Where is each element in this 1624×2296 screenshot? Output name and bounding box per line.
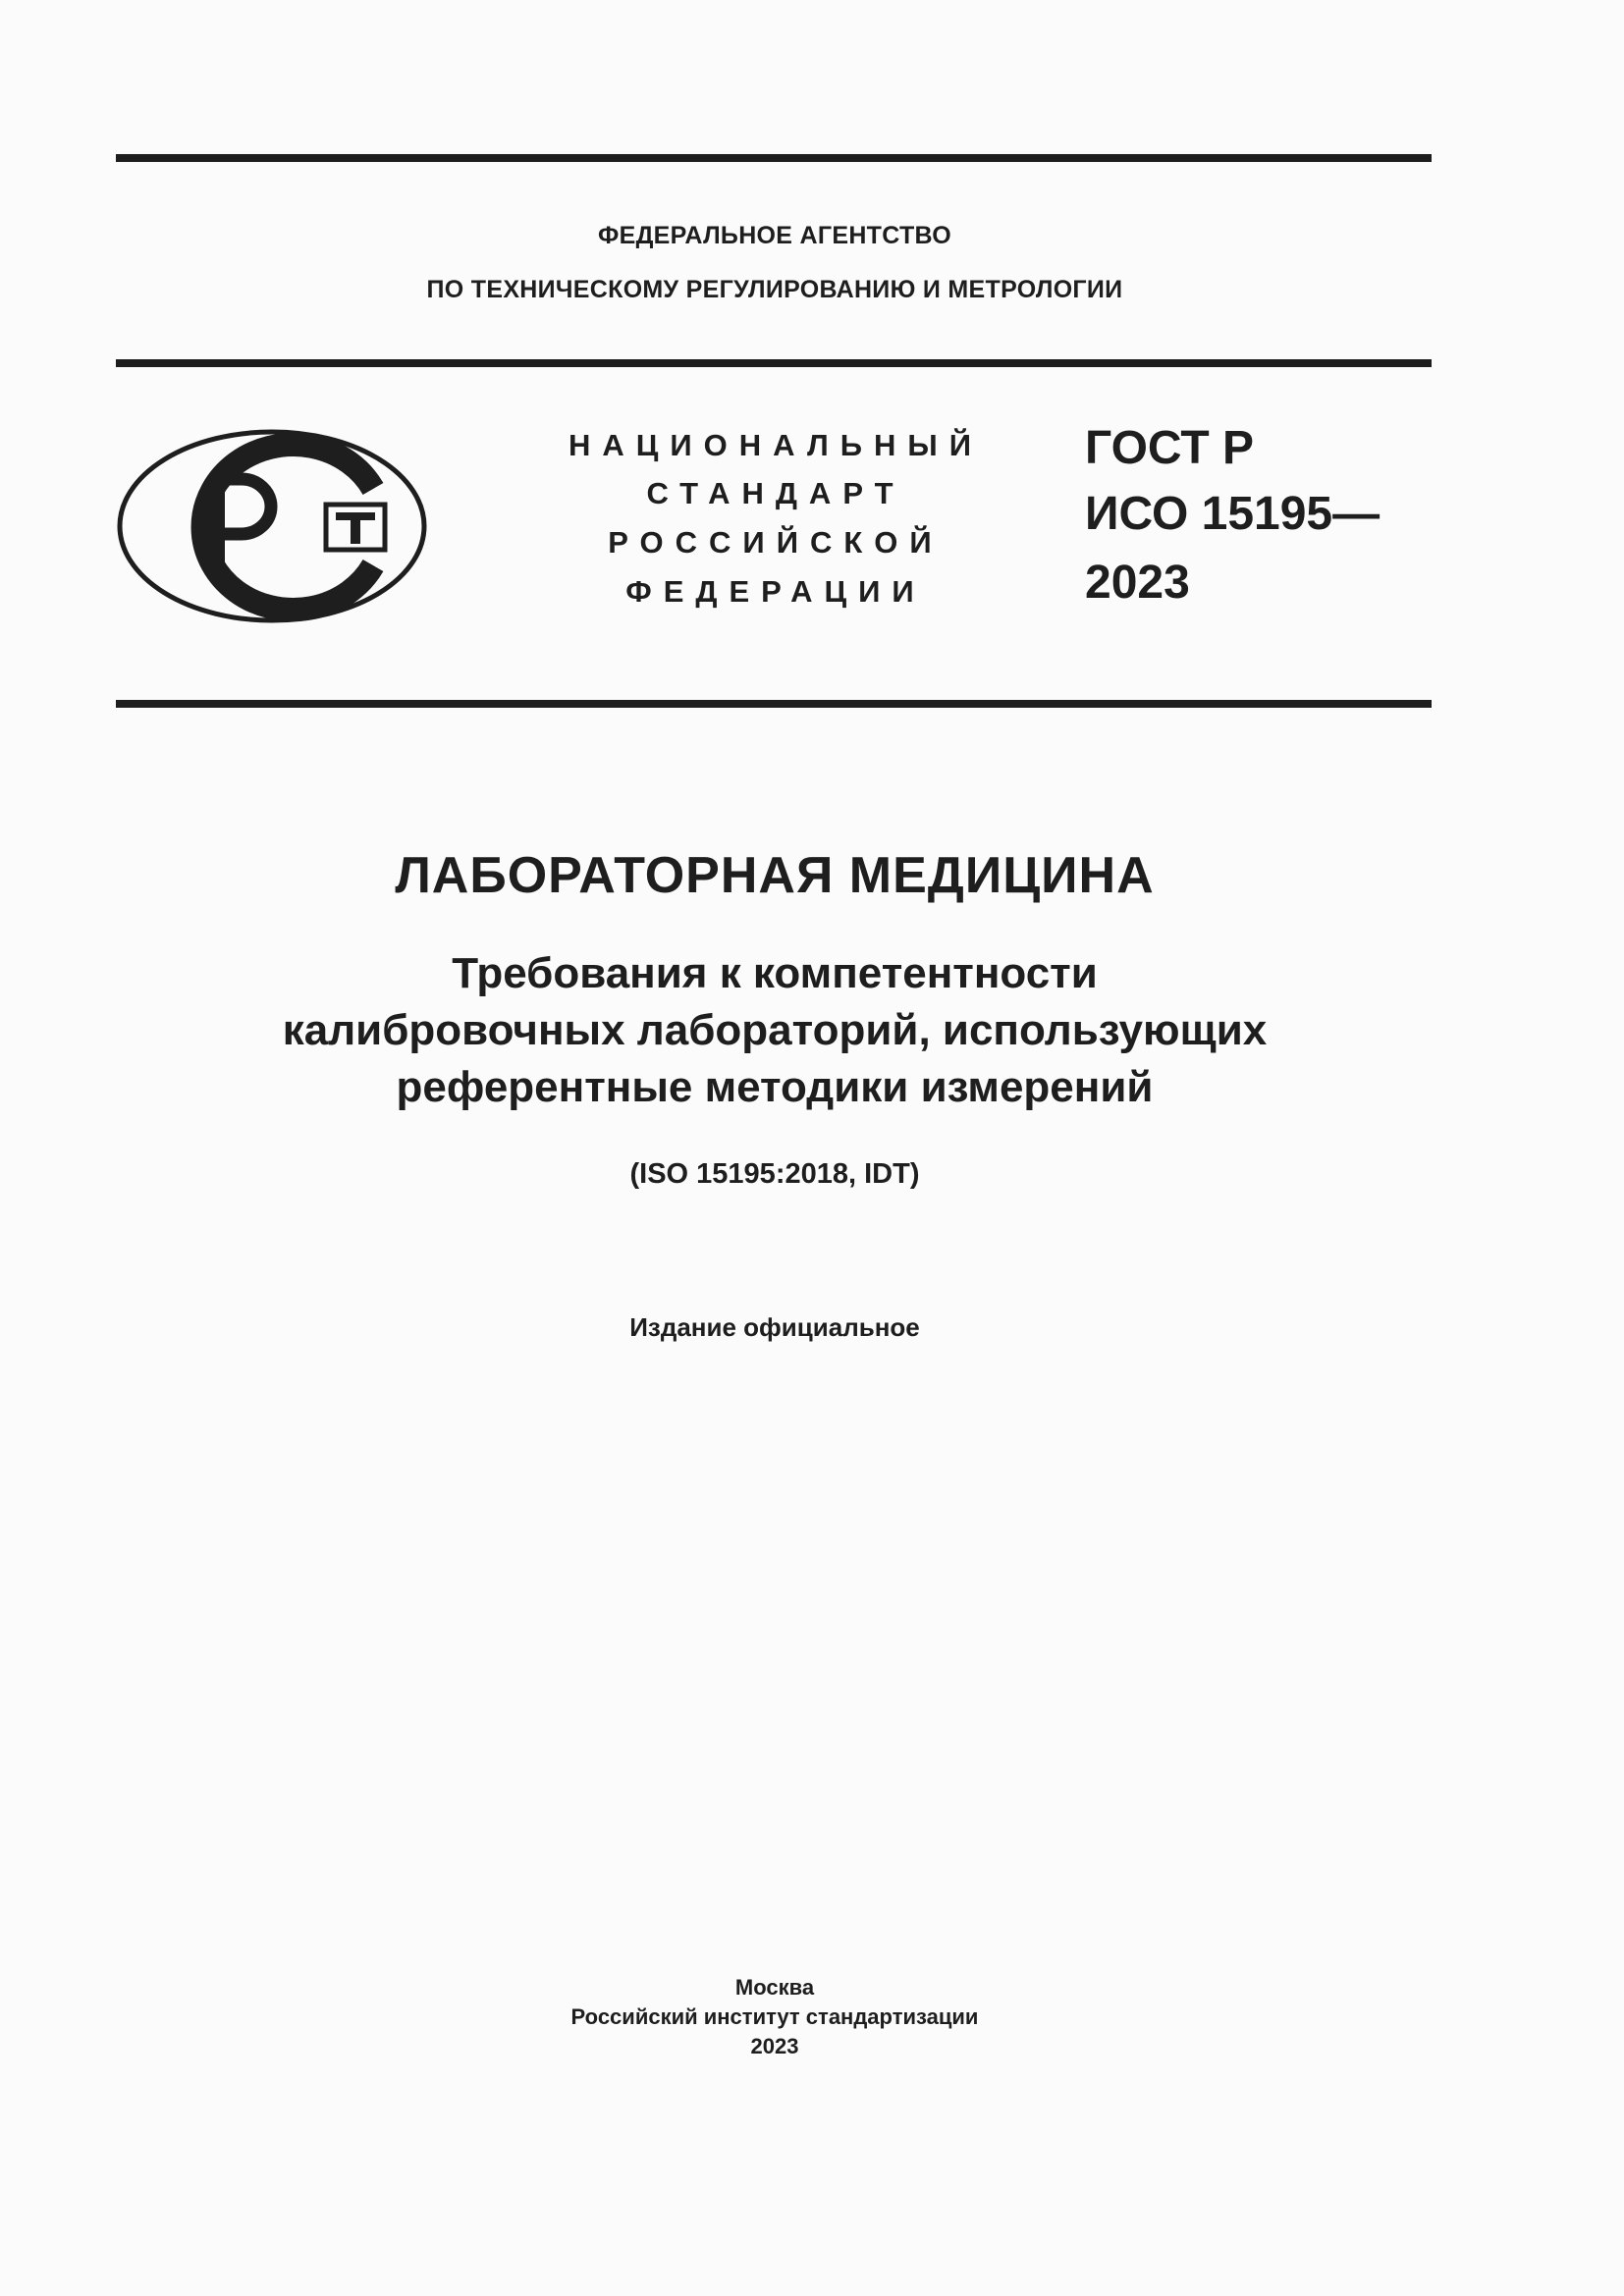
iso-reference: (ISO 15195:2018, IDT): [629, 1158, 920, 1190]
national-standard-line-4: ФЕДЕРАЦИИ: [625, 574, 926, 609]
national-standard-line-1: НАЦИОНАЛЬНЫЙ: [568, 428, 984, 462]
top-rule: [116, 154, 1432, 162]
standard-designation-line-1: ГОСТ Р: [1085, 422, 1255, 474]
standard-designation-line-2: ИСО 15195—: [1085, 488, 1380, 540]
agency-name-line-1: ФЕДЕРАЛЬНОЕ АГЕНТСТВО: [597, 222, 952, 249]
rst-certification-mark-icon: [116, 428, 428, 624]
agency-name-line-2: ПО ТЕХНИЧЕСКОМУ РЕГУЛИРОВАНИЮ И МЕТРОЛОГИИ: [426, 276, 1123, 303]
document-subtitle-line-3: референтные методики измерений: [396, 1063, 1154, 1111]
document-subtitle-line-1: Требования к компетентности: [452, 949, 1098, 997]
publisher-name: Российский институт стандартизации: [570, 2004, 979, 2029]
publication-year: 2023: [750, 2034, 799, 2058]
header-bottom-rule: [116, 700, 1432, 708]
publisher-city: Москва: [734, 1975, 815, 2000]
standard-designation-line-3: 2023: [1085, 557, 1190, 609]
agency-divider-rule: [116, 359, 1432, 367]
national-standard-line-3: РОССИЙСКОЙ: [608, 525, 944, 560]
document-subtitle-line-2: калибровочных лабораторий, использующих: [282, 1006, 1268, 1054]
document-main-title: ЛАБОРАТОРНАЯ МЕДИЦИНА: [395, 847, 1155, 904]
edition-note: Издание официальное: [629, 1312, 920, 1342]
national-standard-line-2: СТАНДАРТ: [646, 476, 905, 510]
